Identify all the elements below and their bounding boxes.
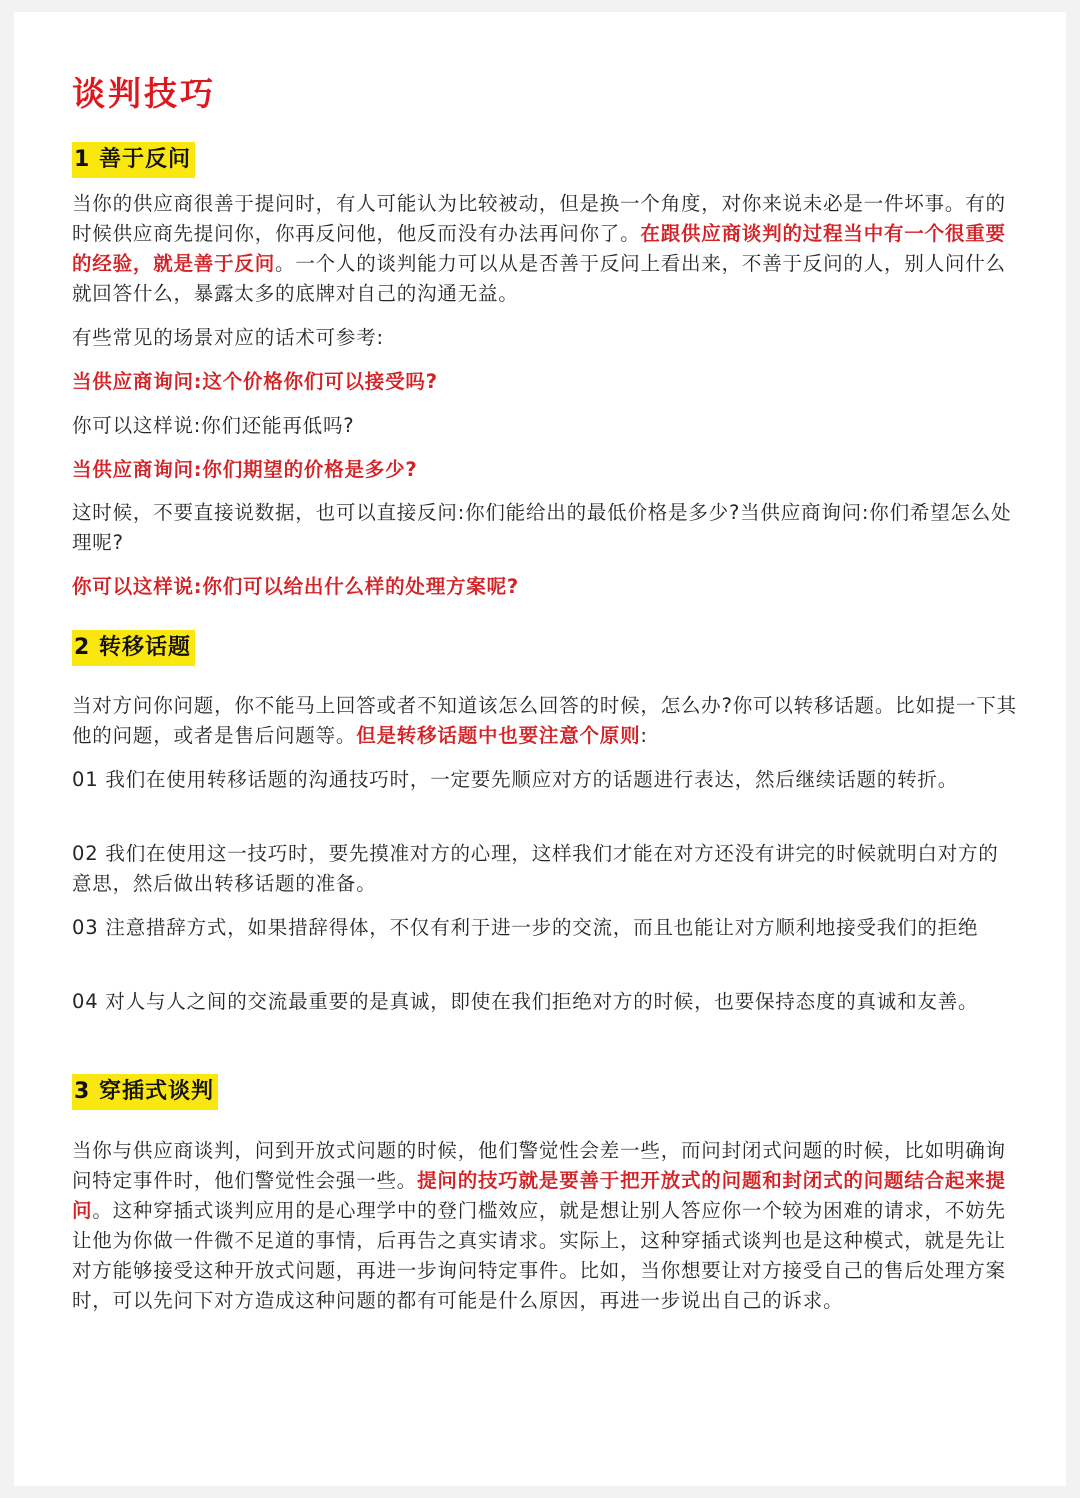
- section2-list-item-4: 04 对人与人之间的交流最重要的是真诚，即使在我们拒绝对方的时候，也要保持态度的真诚和友善。: [72, 990, 979, 1013]
- section1-paragraph-1-highlight: 在跟供应商谈判的过程当中有一个很重要的经验，就是善于反问: [72, 222, 1006, 275]
- section3-paragraph-1: [72, 1136, 1017, 1316]
- section1-paragraph-1-text-b: 。一个人的谈判能力可以从是否善于反问上看出来，不善于反问的人，别人问什么就回答什么，暴露太多的底牌对自己的沟通无益。: [72, 252, 1006, 305]
- section-heading-3: 3 穿插式谈判: [72, 1074, 218, 1110]
- section3-paragraph-1-highlight: 提问的技巧就是要善于把开放式的问题和封闭式的问题结合起来提问: [72, 1169, 1006, 1222]
- section1-answer-1: 你可以这样说:你们还能再低吗?: [72, 414, 355, 437]
- section1-question-1: 当供应商询问:这个价格你们可以接受吗?: [72, 370, 438, 393]
- page-title: 谈判技巧: [72, 74, 216, 113]
- section3-paragraph-1-text-a: 当你与供应商谈判，问到开放式问题的时候，他们警觉性会差一些，而问封闭式问题的时候，比如明确询问特定事件时，他们警觉性会强一些。: [72, 1139, 1006, 1192]
- section2-list-item-2: 02 我们在使用这一技巧时，要先摸准对方的心理，这样我们才能在对方还没有讲完的时候就明白对方的意思，然后做出转移话题的准备。: [72, 842, 999, 895]
- section1-question-2: 当供应商询问:你们期望的价格是多少?: [72, 458, 418, 481]
- section3-paragraph-1-text-b: 。这种穿插式谈判应用的是心理学中的登门槛效应，就是想让别人答应你一个较为困难的请求，不妨先让他为你做一件微不足道的事情，后再告之真实请求。实际上，这种穿插式谈判也是这种模式，就是先让对方能够接受这种开放式问题，再进一步询问特定事件。比如，当你想要让对方接受自己的售后处理方案时，可以先问下对方造成这种问题的都有可能是什么原因，再进一步说出自己的诉求。: [72, 1199, 1006, 1312]
- section1-paragraph-2: 有些常见的场景对应的话术可参考:: [72, 326, 384, 349]
- section-heading-2: 2 转移话题: [72, 630, 195, 666]
- section2-paragraph-1: [72, 691, 1017, 751]
- section1-answer-2: 这时候，不要直接说数据，也可以直接反问:你们能给出的最低价格是多少?当供应商询问:你们希望怎么处理呢?: [72, 501, 1012, 554]
- section2-paragraph-1-text-b: :: [640, 724, 648, 747]
- section2-paragraph-1-text-a: 当对方问你问题，你不能马上回答或者不知道该怎么回答的时候，怎么办?你可以转移话题。比如提一下其他的问题，或者是售后问题等。: [72, 694, 1017, 747]
- section1-paragraph-1: [72, 189, 1017, 309]
- section2-paragraph-1-highlight: 但是转移话题中也要注意个原则: [356, 724, 641, 747]
- section2-list-item-1: 01 我们在使用转移话题的沟通技巧时，一定要先顺应对方的话题进行表达，然后继续话题的转折。: [72, 768, 959, 791]
- section-heading-1: 1 善于反问: [72, 142, 195, 178]
- section1-paragraph-1-text-a: 当你的供应商很善于提问时，有人可能认为比较被动，但是换一个角度，对你来说未必是一件坏事。有的时候供应商先提问你，你再反问他，他反而没有办法再问你了。: [72, 192, 1006, 245]
- section1-answer-3: 你可以这样说:你们可以给出什么样的处理方案呢?: [72, 575, 520, 598]
- section2-list-item-3: 03 注意措辞方式，如果措辞得体，不仅有利于进一步的交流，而且也能让对方顺利地接受我们的拒绝: [72, 916, 979, 939]
